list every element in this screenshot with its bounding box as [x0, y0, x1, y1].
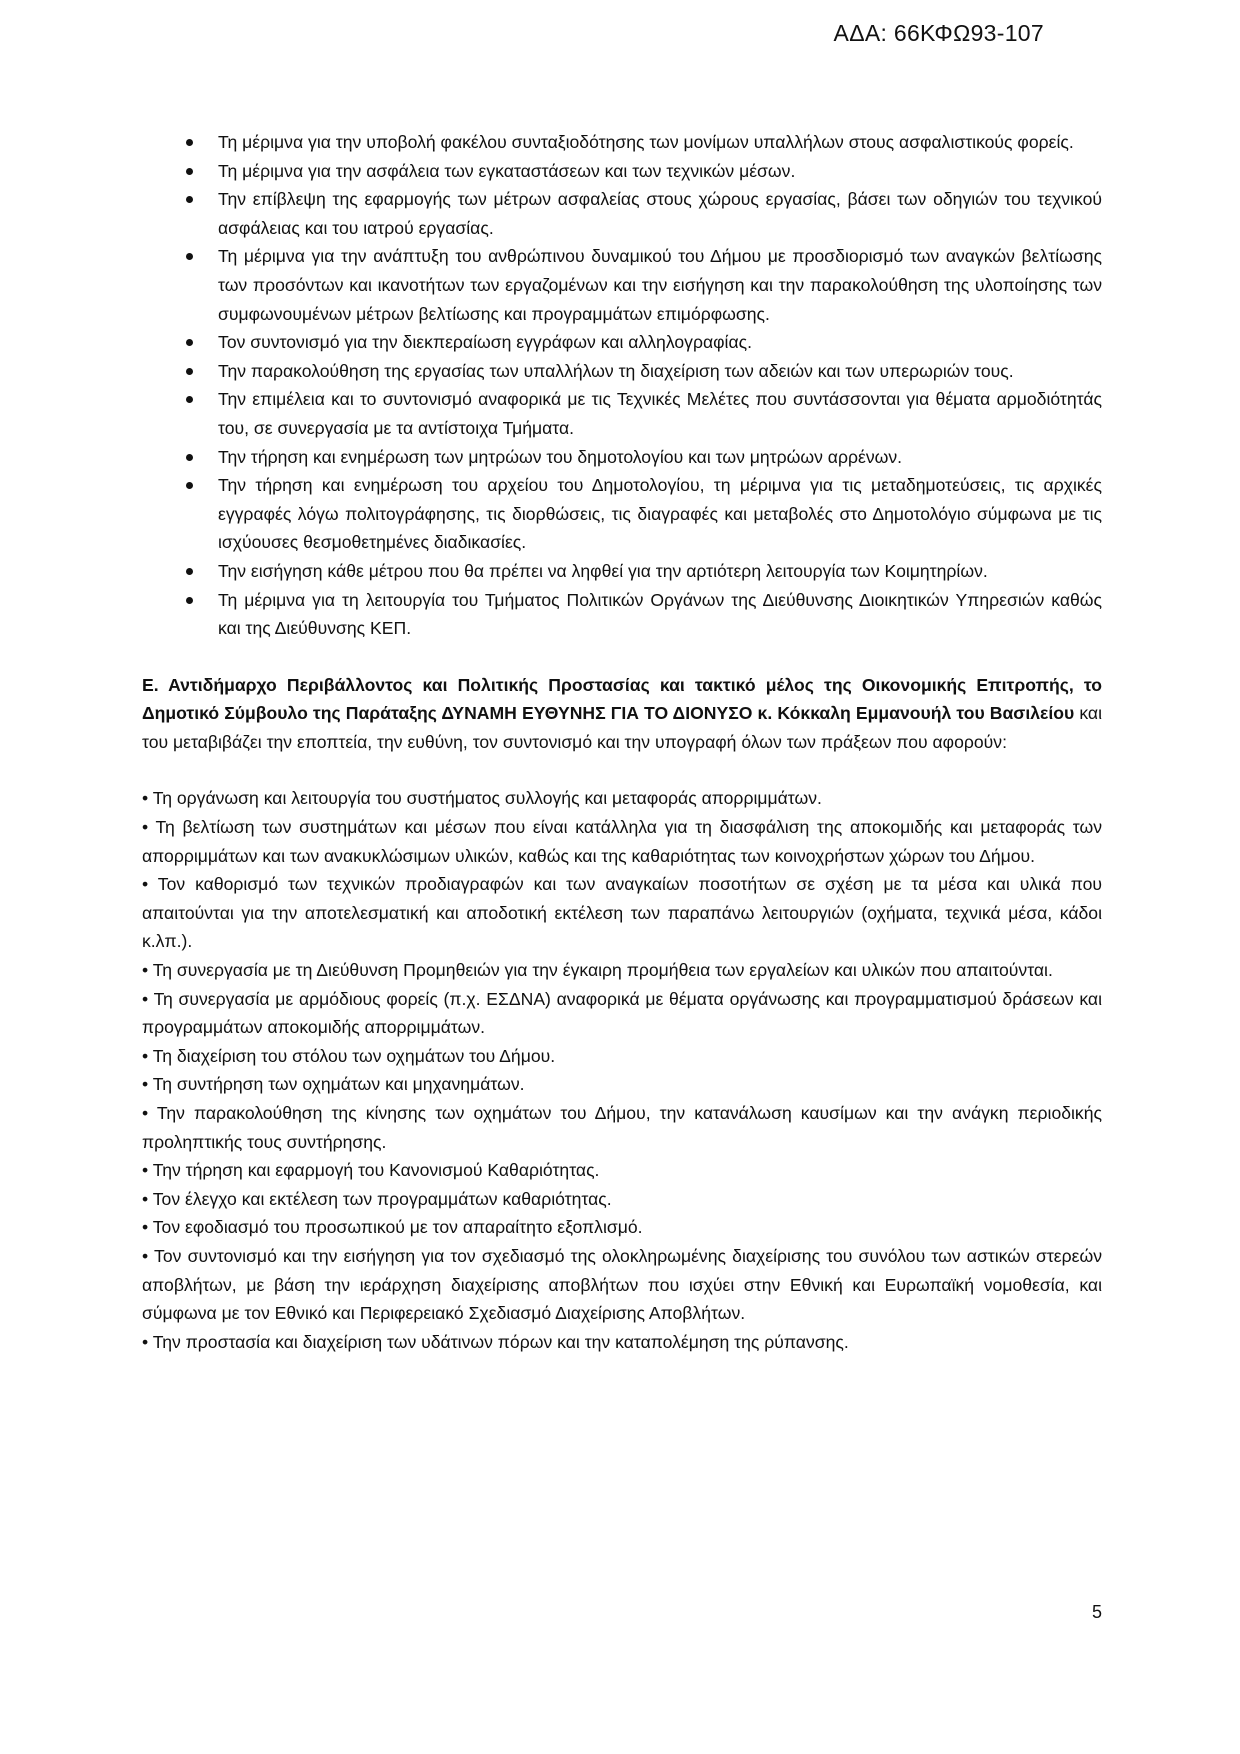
page-number: 5: [1091, 1602, 1102, 1622]
list-item: Την τήρηση και ενημέρωση του αρχείου του Δημοτολογίου, τη μέριμνα για τις μεταδημοτεύσεις, τις αρχικές εγγραφές λόγω πολιτογράφησης, τις διορθώσεις, τις διαγραφές και μεταβολές στο Δημοτολόγιο σύμφωνα με τις ισχύουσες θεσμοθετημένες διαδικασίες.: [142, 471, 1102, 557]
list-item: • Τον καθορισμό των τεχνικών προδιαγραφών και των αναγκαίων ποσοτήτων σε σχέση με τα μέσα και υλικά που απαιτούνται για την αποτελεσματική και αποδοτική εκτέλεση των παραπάνω λειτουργιών (οχήματα, τεχνικά μέσα, κάδοι κ.λπ.).: [142, 870, 1102, 956]
list-item: Τη μέριμνα για τη λειτουργία του Τμήματος Πολιτικών Οργάνων της Διεύθυνσης Διοικητικών Υπηρεσιών καθώς και της Διεύθυνσης ΚΕΠ.: [142, 586, 1102, 643]
list-item: • Την προστασία και διαχείριση των υδάτινων πόρων και την καταπολέμηση της ρύπανσης.: [142, 1328, 1102, 1357]
list-item: Την επίβλεψη της εφαρμογής των μέτρων ασφαλείας στους χώρους εργασίας, βάσει των οδηγιών του τεχνικού ασφάλειας και του ιατρού εργασίας.: [142, 185, 1102, 242]
list-item: • Τον εφοδιασμό του προσωπικού με τον απαραίτητο εξοπλισμό.: [142, 1213, 1102, 1242]
list-item: Την τήρηση και ενημέρωση των μητρώων του δημοτολογίου και των μητρώων αρρένων.: [142, 443, 1102, 472]
document-body: [142, 128, 1102, 1356]
list-item: • Την παρακολούθηση της κίνησης των οχημάτων του Δήμου, την κατανάλωση καυσίμων και την ανάγκη περιοδικής προληπτικής τους συντήρησης.: [142, 1099, 1102, 1156]
ada-code: ΑΔΑ: 66ΚΦΩ93-107: [833, 20, 1044, 46]
list-item: Την παρακολούθηση της εργασίας των υπαλλήλων τη διαχείριση των αδειών και των υπερωριών τους.: [142, 357, 1102, 386]
list-item: • Τη συνεργασία με αρμόδιους φορείς (π.χ. ΕΣΔΝΑ) αναφορικά με θέματα οργάνωσης και προγραμματισμού δράσεων και προγραμμάτων αποκομιδής απορριμμάτων.: [142, 985, 1102, 1042]
section-e-heading: [142, 671, 1102, 757]
list-item: Την εισήγηση κάθε μέτρου που θα πρέπει να ληφθεί για την αρτιότερη λειτουργία των Κοιμητηρίων.: [142, 557, 1102, 586]
list-item: • Τη οργάνωση και λειτουργία του συστήματος συλλογής και μεταφοράς απορριμμάτων.: [142, 784, 1102, 813]
list-item: • Τη συνεργασία με τη Διεύθυνση Προμηθειών για την έγκαιρη προμήθεια των εργαλείων και υλικών που απαιτούνται.: [142, 956, 1102, 985]
duties-list: [142, 128, 1102, 643]
list-item: Τη μέριμνα για την υποβολή φακέλου συνταξιοδότησης των μονίμων υπαλλήλων στους ασφαλιστικούς φορείς.: [142, 128, 1102, 157]
list-item: • Τον συντονισμό και την εισήγηση για τον σχεδιασμό της ολοκληρωμένης διαχείρισης του συνόλου των αστικών στερεών αποβλήτων, με βάση την ιεράρχηση διαχείρισης αποβλήτων που ισχύει στην Εθνική και Ευρωπαϊκή νομοθεσία, και σύμφωνα με τον Εθνικό και Περιφερειακό Σχεδιασμό Διαχείρισης Αποβλήτων.: [142, 1242, 1102, 1328]
list-item: • Τη συντήρηση των οχημάτων και μηχανημάτων.: [142, 1070, 1102, 1099]
list-item: Τη μέριμνα για την ανάπτυξη του ανθρώπινου δυναμικού του Δήμου με προσδιορισμό των αναγκών βελτίωσης των προσόντων και ικανοτήτων των εργαζομένων και την εισήγηση και την παρακολούθηση της υλοποίησης των συμφωνουμένων μέτρων βελτίωσης και προγραμμάτων επιμόρφωσης.: [142, 242, 1102, 328]
list-item: Τη μέριμνα για την ασφάλεια των εγκαταστάσεων και των τεχνικών μέσων.: [142, 157, 1102, 186]
list-item: Την επιμέλεια και το συντονισμό αναφορικά με τις Τεχνικές Μελέτες που συντάσσονται για θέματα αρμοδιότητάς του, σε συνεργασία με τα αντίστοιχα Τμήματα.: [142, 385, 1102, 442]
list-item: • Τη βελτίωση των συστημάτων και μέσων που είναι κατάλληλα για τη διασφάλιση της αποκομιδής και μεταφοράς των απορριμμάτων και των ανακυκλώσιμων υλικών, καθώς και της καθαριότητας των κοινοχρήστων χώρων του Δήμου.: [142, 813, 1102, 870]
section-e-text: και του μεταβιβάζει την εποπτεία, την ευθύνη, τον συντονισμό και την υπογραφή όλων των πράξεων που αφορούν:: [142, 703, 1102, 752]
section-e-list: [142, 784, 1102, 1356]
list-item: • Τον έλεγχο και εκτέλεση των προγραμμάτων καθαριότητας.: [142, 1185, 1102, 1214]
list-item: • Τη διαχείριση του στόλου των οχημάτων του Δήμου.: [142, 1042, 1102, 1071]
section-e-bold: Ε. Αντιδήμαρχο Περιβάλλοντος και Πολιτικής Προστασίας και τακτικό μέλος της Οικονομικής Επιτροπής, το Δημοτικό Σύμβουλο της Παράταξης ΔΥΝΑΜΗ ΕΥΘΥΝΗΣ ΓΙΑ ΤΟ ΔΙΟΝΥΣΟ κ. Κόκκαλη Εμμανουήλ του Βασιλείου: [142, 674, 1102, 724]
list-item: Τον συντονισμό για την διεκπεραίωση εγγράφων και αλληλογραφίας.: [142, 328, 1102, 357]
list-item: • Την τήρηση και εφαρμογή του Κανονισμού Καθαριότητας.: [142, 1156, 1102, 1185]
